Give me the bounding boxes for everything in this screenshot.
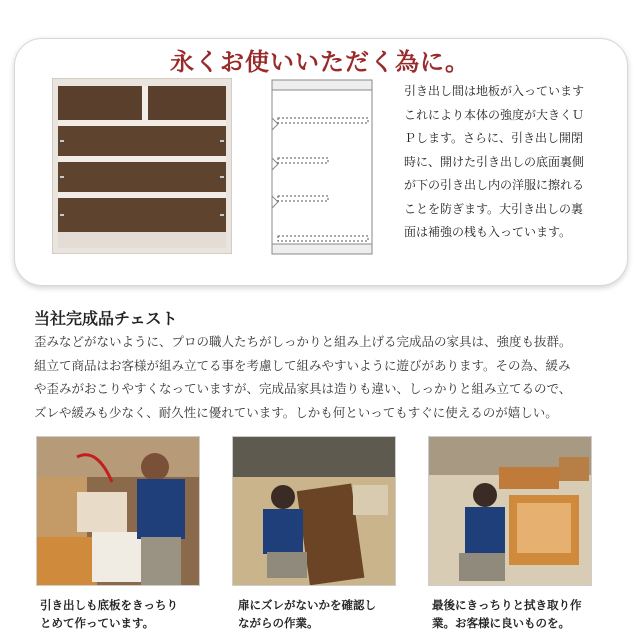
body-line: 歪みなどがないように、プロの職人たちがしっかりと組み上げる完成品の家具は、強度も抜群。 [34, 334, 572, 349]
caption-line: 業。お客様に良いものを。 [432, 616, 570, 630]
workshop-photo-wiping [428, 436, 592, 586]
explanation-line: ことを防ぎます。大引き出しの裏 [404, 201, 584, 216]
photo-caption [40, 596, 210, 632]
explanation-line: これにより本体の強度が大きくＵ [404, 107, 585, 122]
body-line: ズレや緩みも少なく、耐久性に優れています。しかも何といってもすぐに使えるのが嬉しい。 [34, 404, 558, 420]
chest-front-diagram [52, 78, 232, 254]
photo-caption [432, 596, 602, 632]
caption-line: ながらの作業。 [238, 616, 319, 630]
explanation-line: 時に、開けた引き出しの底面裏側 [404, 154, 585, 169]
caption-line: 引き出しも底板をきっちり [40, 598, 178, 612]
workshop-photo-drawer [36, 436, 200, 586]
photo-caption [238, 596, 408, 632]
body-line: や歪みがおこりやすくなっていますが、完成品家具は造りも違い、しっかりと組み立てるので、 [34, 381, 572, 396]
workshop-photo-door-check [232, 436, 396, 586]
floorboard-explanation [404, 80, 604, 245]
section-body [34, 330, 614, 424]
body-line: 組立て商品はお客様が組み立てる事を考慮して組みやすいように遊びがあります。その為、緩み [34, 357, 571, 373]
caption-line: とめて作っています。 [40, 616, 155, 630]
headline: 永くお使いいただく為に。 [170, 48, 470, 76]
section-title: 当社完成品チェスト [34, 309, 178, 328]
caption-line: 最後にきっちりと拭き取り作 [432, 598, 582, 612]
caption-line: 扉にズレがないかを確認し [238, 598, 376, 612]
explanation-line: 面は補強の桟も入っています。 [404, 225, 572, 239]
explanation-line: 引き出し間は地板が入っています [404, 84, 585, 98]
explanation-line: が下の引き出し内の洋服に擦れる [404, 178, 585, 192]
explanation-line: Ｐします。さらに、引き出し開閉 [404, 131, 584, 145]
chest-side-diagram [270, 78, 374, 256]
